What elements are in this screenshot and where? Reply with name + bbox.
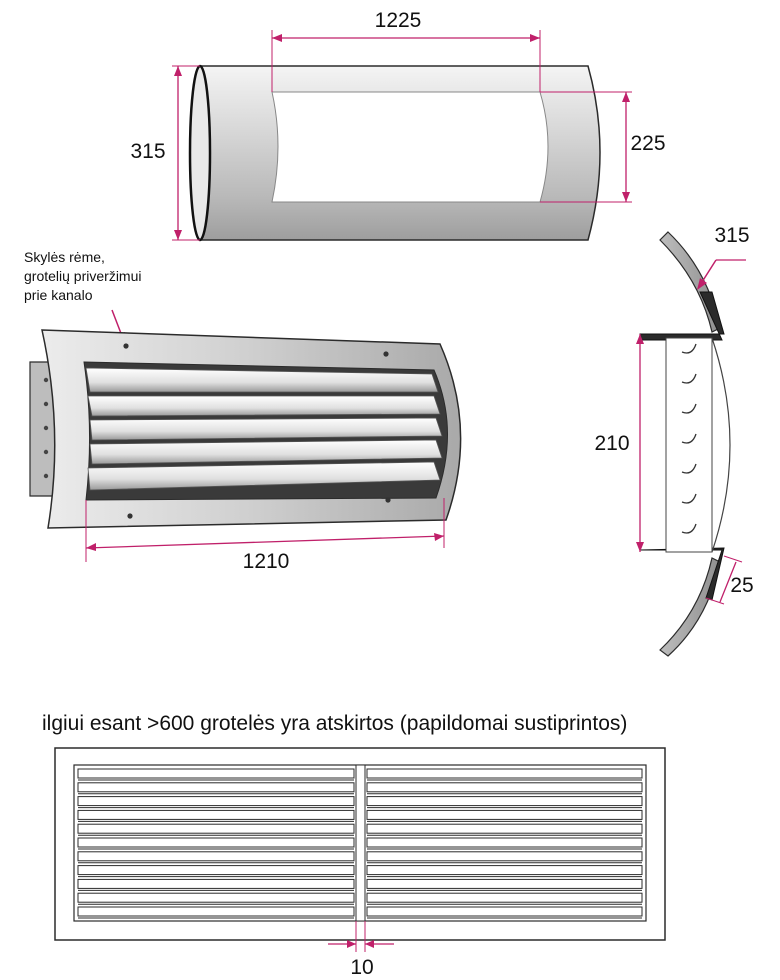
louver-strip xyxy=(367,893,642,902)
center-post xyxy=(356,765,365,921)
louver-strip xyxy=(78,879,354,888)
dim-arrow xyxy=(174,66,182,76)
louver-strip xyxy=(78,769,354,778)
louver-strip xyxy=(367,797,642,806)
louver-strip xyxy=(78,783,354,792)
louver-strip xyxy=(367,866,642,875)
louver-strip xyxy=(78,866,354,875)
dim-label-height: 225 xyxy=(630,132,666,155)
louver-strip xyxy=(78,907,354,916)
section-view xyxy=(594,224,753,656)
dim-line xyxy=(86,536,444,548)
dim-label-length: 1225 xyxy=(374,9,422,32)
flange-top xyxy=(640,292,724,340)
dim-arrow xyxy=(622,92,630,102)
dim-arrow xyxy=(622,192,630,202)
tube-end xyxy=(190,66,210,240)
dim-arrow xyxy=(530,34,540,42)
louver-strip xyxy=(367,783,642,792)
tube-opening xyxy=(272,92,548,202)
dim-arrow xyxy=(174,230,182,240)
louver-strip xyxy=(367,769,642,778)
louver-strip xyxy=(78,852,354,861)
grille-view xyxy=(24,249,461,573)
louver-strip xyxy=(78,810,354,819)
louver-strip xyxy=(367,838,642,847)
hole-note-line-1: Skylės rėme, xyxy=(24,249,105,265)
dim-label-gap: 10 xyxy=(350,956,374,979)
split-grille-view xyxy=(42,712,665,979)
grille-section xyxy=(666,338,712,552)
leader xyxy=(702,260,716,282)
louver-strip xyxy=(367,907,642,916)
louvers-right xyxy=(367,769,642,918)
dim-label-grille-length: 1210 xyxy=(242,550,290,573)
louver-strip xyxy=(367,852,642,861)
dim-label-flange: 25 xyxy=(730,574,754,597)
louvers-left xyxy=(78,769,354,918)
split-caption: ilgiui esant >600 grotelės yra atskirtos (papildomai sustiprintos) xyxy=(42,712,628,735)
dim-label-section-diameter: 315 xyxy=(714,224,750,247)
hole-note-line-3: prie kanalo xyxy=(24,287,93,303)
louver-strip xyxy=(367,824,642,833)
dim-line xyxy=(724,556,742,562)
dim-arrow xyxy=(434,533,444,541)
dim-label-section-height: 210 xyxy=(594,432,630,455)
dim-arrow xyxy=(365,940,374,948)
tube-view xyxy=(130,9,665,240)
louvers xyxy=(86,368,442,490)
grille-curve xyxy=(712,338,730,552)
louver-strip xyxy=(78,838,354,847)
louver-strip xyxy=(78,797,354,806)
duct-wall-bottom xyxy=(660,558,720,656)
louver-strip xyxy=(367,810,642,819)
dim-arrow xyxy=(86,543,96,551)
hole-note-line-2: grotelių priveržimui xyxy=(24,268,142,284)
louver-strip xyxy=(78,824,354,833)
dim-arrow xyxy=(272,34,282,42)
dim-label-diameter: 315 xyxy=(130,140,166,163)
louver-strip xyxy=(367,879,642,888)
dim-arrow xyxy=(347,940,356,948)
louver-strip xyxy=(78,893,354,902)
